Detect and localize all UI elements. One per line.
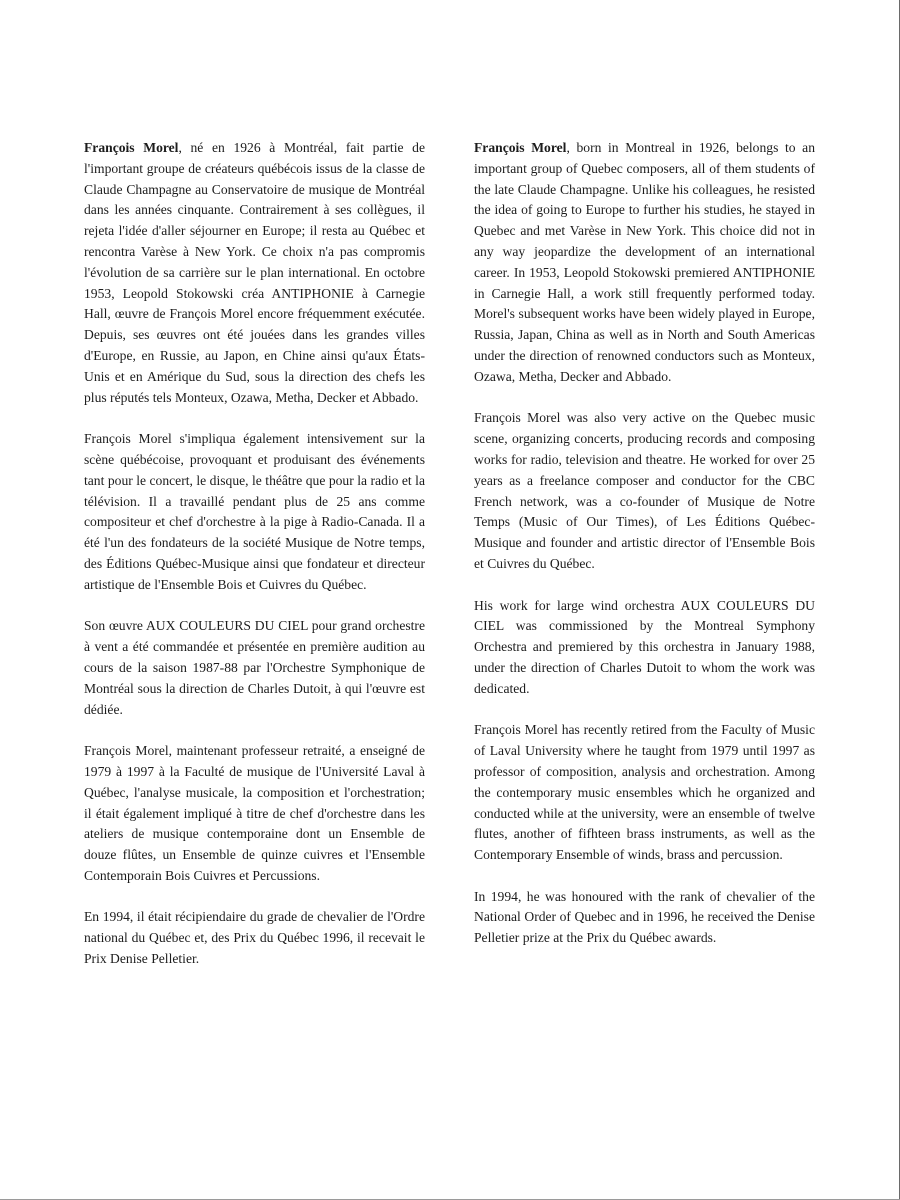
english-paragraph-5: In 1994, he was honoured with the rank of chevalier of the National Order of Quebec and in 1996, he received the Denise Pelletier prize at the Prix du Québec awards.	[474, 888, 815, 946]
english-composer-name: François Morel	[474, 140, 567, 155]
french-paragraph-5: En 1994, il était récipiendaire du grade de chevalier de l'Ordre national du Québec et, des Prix du Québec 1996, il recevait le Prix Denise Pelletier.	[84, 909, 425, 967]
french-paragraph-4: François Morel, maintenant professeur retraité, a enseigné de 1979 à 1997 à la Faculté de musique de l'Université Laval à Québec, l'analyse musicale, la composition et l'orchestration; il était également impliqué à titre de chef d'orchestre dans les ateliers de musique contemporaine dont un Ensemble de douze flûtes, un Ensemble de quinze cuivres et l'Ensemble Contemporain Bois Cuivres et Percussions.	[84, 743, 425, 883]
english-paragraph-4: François Morel has recently retired from the Faculty of Music of Laval University where he taught from 1979 until 1997 as professor of composition, analysis and orchestration. Among the contemporary music ensembles which he organized and conducted while at the university, were an ensemble of twelve flutes, another of fifhteen brass instruments, as well as the Contemporary Ensemble of winds, brass and percussion.	[474, 722, 815, 863]
english-paragraph-3: His work for large wind orchestra AUX COULEURS DU CIEL was commissioned by the Montreal Symphony Orchestra and premiered by this orchestra in January 1988, under the direction of Charles Dutoit to whom the work was dedicated.	[474, 597, 815, 696]
english-column	[474, 138, 815, 970]
french-paragraph-1-text: , né en 1926 à Montréal, fait partie de l'important groupe de créateurs québécois issus de la classe de Claude Champagne au Conservatoire de musique de Montréal dans les années cinquante. Contrairement à ses collègues, il rejeta l'idée d'aller séjourner en Europe; il resta au Québec et rencontra Varèse à New York. Ce choix n'a pas compromis l'évolution de sa carrière sur le plan international. En octobre 1953, Leopold Stokowski créa ANTIPHONIE à Carnegie Hall, œuvre de François Morel encore fréquemment exécutée. Depuis, ses œuvres ont été jouées dans les grandes villes d'Europe, en Russie, au Japon, en Chine ainsi qu'aux États-Unis et en Amérique du Sud, sous la direction des chefs les plus réputés tels Monteux, Ozawa, Metha, Decker et Abbado.	[84, 140, 425, 405]
english-paragraph-1-text: , born in Montreal in 1926, belongs to an important group of Quebec composers, all of them students of the late Claude Champagne. Unlike his colleagues, he resisted the idea of going to Europe to further his studies, he stayed in Quebec and met Varèse in New York. This choice did not in any way jeopardize the development of an international career. In 1953, Leopold Stokowski premiered ANTIPHONIE in Carnegie Hall, a work still frequently performed today. Morel's subsequent works have been widely played in Europe, Russia, Japan, China as well as in North and South Americas under the direction of renowned conductors such as Monteux, Ozawa, Metha, Decker and Abbado.	[474, 140, 816, 384]
english-paragraph-2: François Morel was also very active on the Quebec music scene, organizing concerts, producing records and composing works for radio, television and theatre. He worked for over 25 years as a freelance composer and conductor for the CBC French network, was a co-founder of Musique de Notre Temps (Music of Our Times), of Les Éditions Québec-Musique and founder and artistic director of l'Ensemble Bois et Cuivres du Québec.	[474, 410, 815, 571]
english-paragraph-1	[474, 138, 815, 388]
french-column	[84, 138, 425, 991]
french-paragraph-1	[84, 138, 425, 408]
french-composer-name: François Morel	[84, 140, 179, 155]
french-paragraph-2: François Morel s'impliqua également intensivement sur la scène québécoise, provoquant et produisant des événements tant pour le concert, le disque, le théâtre que pour la radio et la télévision. Il a travaillé pendant plus de 25 ans comme compositeur et chef d'orchestre à la pige à Radio-Canada. Il a été l'un des fondateurs de la société Musique de Notre temps, des Éditions Québec-Musique ainsi que fondateur et directeur artistique de l'Ensemble Bois et Cuivres du Québec.	[84, 431, 425, 592]
french-paragraph-3: Son œuvre AUX COULEURS DU CIEL pour grand orchestre à vent a été commandée et présentée en première audition au cours de la saison 1987-88 par l'Orchestre Symphonique de Montréal sous la direction de Charles Dutoit, à qui l'œuvre est dédiée.	[84, 618, 425, 717]
